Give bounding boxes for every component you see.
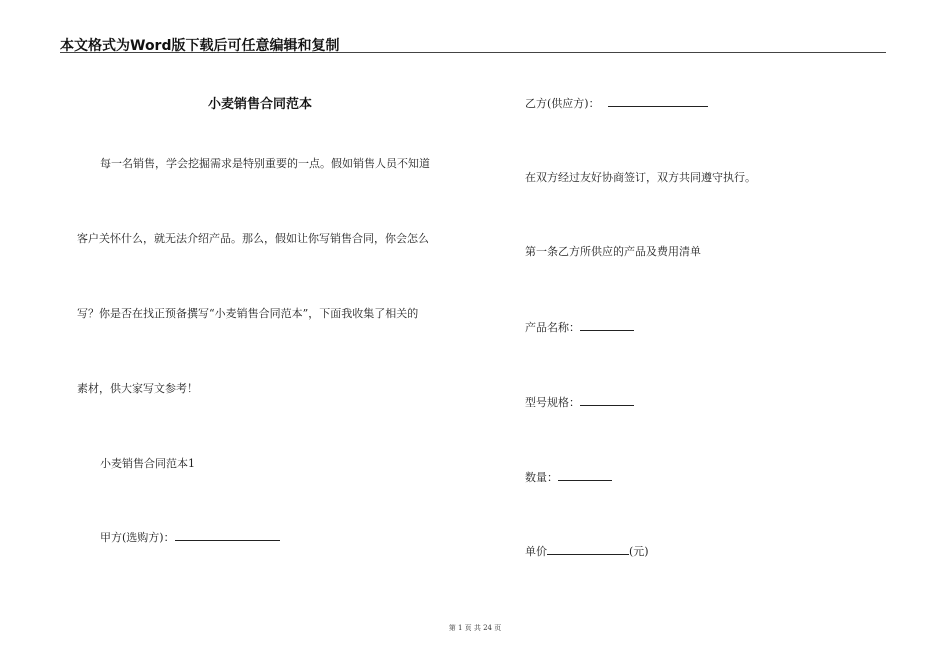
model-label: 型号规格： bbox=[525, 396, 580, 409]
header-divider bbox=[60, 52, 886, 53]
section-title: 小麦销售合同范本1 bbox=[100, 457, 195, 470]
party-a-field bbox=[100, 529, 280, 545]
intro-line-1: 每一名销售，学会挖掘需求是特别重要的一点。假如销售人员不知道 bbox=[100, 157, 430, 170]
model-field bbox=[525, 394, 634, 410]
unit-price-suffix: (元) bbox=[629, 545, 649, 558]
unit-price-blank bbox=[547, 544, 629, 555]
unit-price-field bbox=[525, 543, 649, 559]
agreement-text: 在双方经过友好协商签订，双方共同遵守执行。 bbox=[525, 171, 756, 184]
party-a-blank bbox=[175, 530, 280, 541]
unit-price-label: 单价 bbox=[525, 545, 547, 558]
party-b-label: 乙方(供应方)： bbox=[525, 97, 600, 110]
intro-line-2: 客户关怀什么，就无法介绍产品。那么，假如让你写销售合同，你会怎么 bbox=[77, 232, 429, 245]
party-b-field bbox=[525, 95, 708, 111]
quantity-blank bbox=[558, 470, 612, 481]
article-1: 第一条乙方所供应的产品及费用清单 bbox=[525, 245, 701, 258]
product-name-field bbox=[525, 319, 634, 335]
product-name-blank bbox=[580, 320, 634, 331]
quantity-field bbox=[525, 469, 612, 485]
intro-line-4: 素材，供大家写文参考！ bbox=[77, 382, 198, 395]
model-blank bbox=[580, 395, 634, 406]
product-name-label: 产品名称： bbox=[525, 321, 580, 334]
quantity-label: 数量： bbox=[525, 471, 558, 484]
party-a-label: 甲方(选购方)： bbox=[100, 531, 175, 544]
header-title: 本文格式为Word版下载后可任意编辑和复制 bbox=[60, 38, 340, 54]
intro-line-3: 写？你是否在找正预备撰写“小麦销售合同范本”，下面我收集了相关的 bbox=[77, 307, 419, 320]
page-number: 第 1 页 共 24 页 bbox=[448, 624, 502, 632]
document-title: 小麦销售合同范本 bbox=[208, 97, 313, 112]
party-b-blank bbox=[608, 96, 708, 107]
